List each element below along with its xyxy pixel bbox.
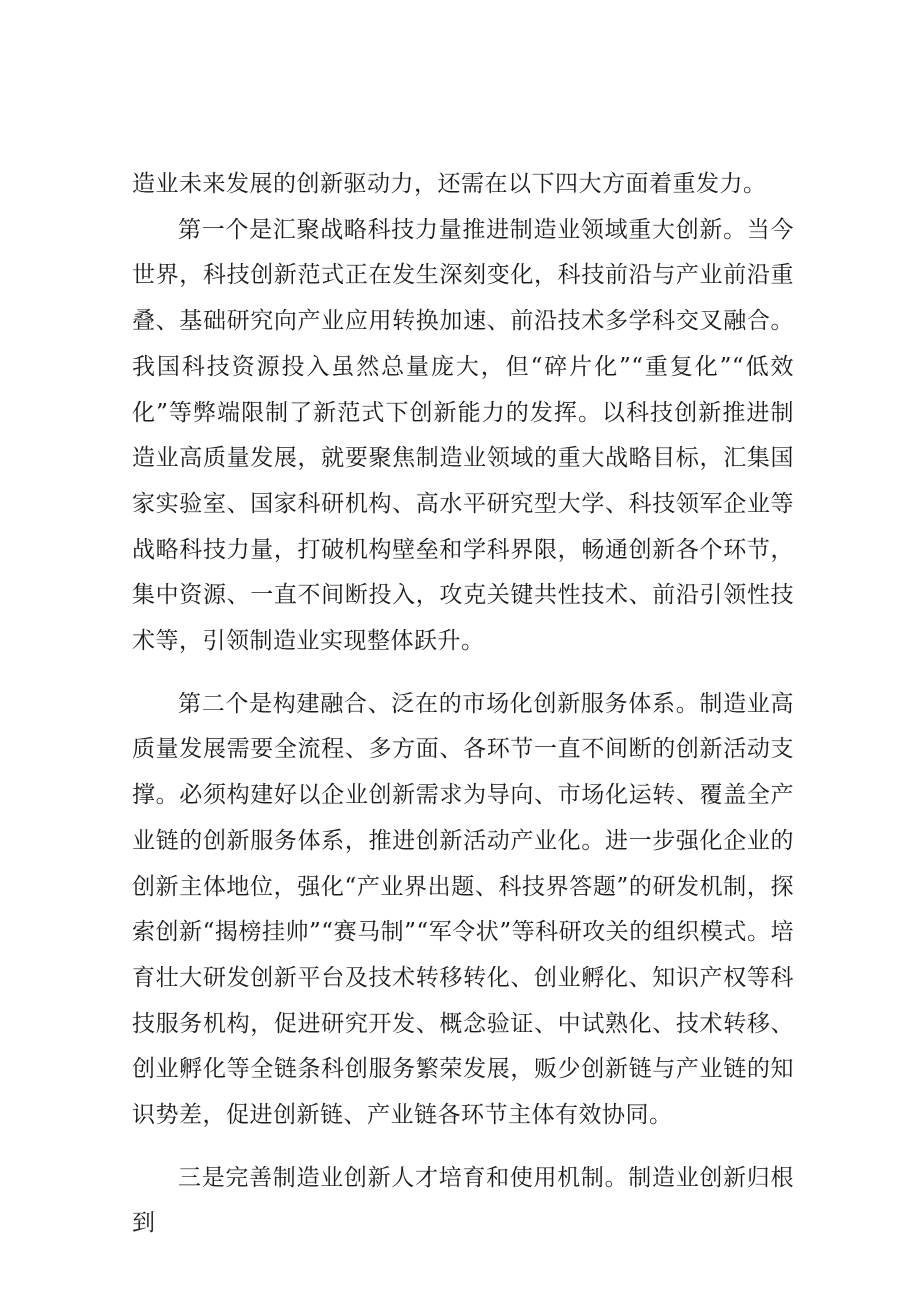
paragraph-continuation: 造业未来发展的创新驱动力，还需在以下四大方面着重发力。 [132, 171, 767, 197]
paragraph-first-point: 第一个是汇聚战略科技力量推进制造业领域重大创新。当今世界，科技创新范式正在发生深刻变化，科技前沿与产业前沿重叠、基础研究向产业应用转换加速、前沿技术多学科交叉融合。我国科技资源投入虽然总量庞大，但“碎片化”“重复化”“低效化”等弊端限制了新范式下创新能力的发挥。以科技创新推进制造业高质量发展，就要聚焦制造业领域的重大战略目标，汇集国家实验室、国家科研机构、高水平研究型大学、科技领军企业等战略科技力量，打破机构壁垒和学科界限，畅通创新各个环节，集中资源、一直不间断投入，攻克关键共性技术、前沿引领性技术等，引领制造业实现整体跃升。 [132, 216, 794, 655]
document-body [132, 162, 794, 1247]
paragraph-second-point: 第二个是构建融合、泛在的市场化创新服务体系。制造业高质量发展需要全流程、多方面、各环节一直不间断的创新活动支撑。必须构建好以企业创新需求为导向、市场化运转、覆盖全产业链的创新服务体系，推进创新活动产业化。进一步强化企业的创新主体地位，强化“产业界出题、科技界答题”的研发机制，探索创新“揭榜挂帅”“赛马制”“军令状”等科研攻关的组织模式。培育壮大研发创新平台及技术转移转化、创业孵化、知识产权等科技服务机构，促进研究开发、概念验证、中试熟化、技术转移、创业孵化等全链条科创服务繁荣发展，贩少创新链与产业链的知识势差，促进创新链、产业链各环节主体有效协同。 [132, 690, 794, 1129]
paragraph-third-point: 三是完善制造业创新人才培育和使用机制。制造业创新归根到 [132, 1164, 794, 1237]
